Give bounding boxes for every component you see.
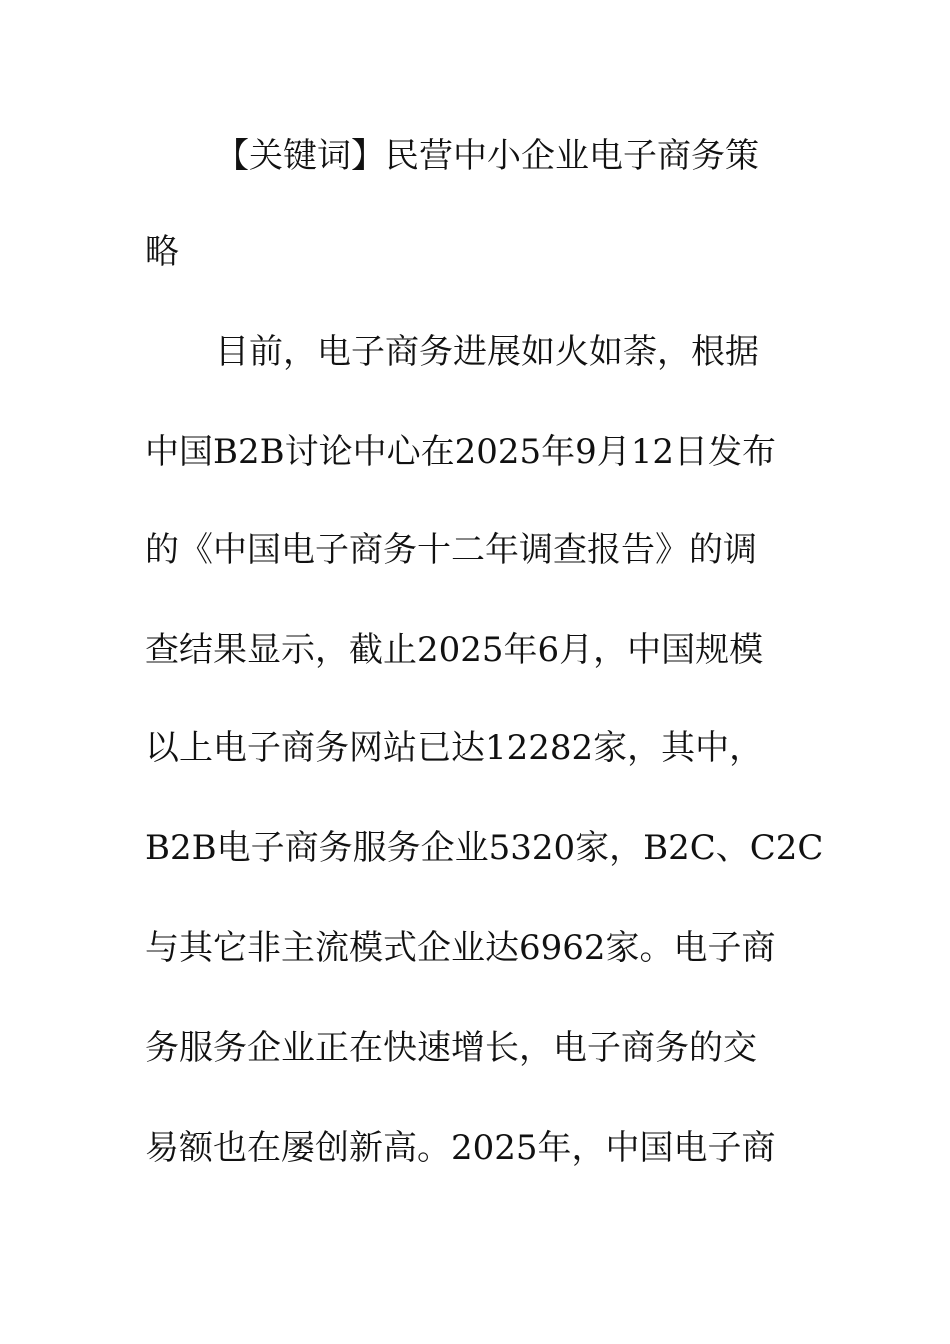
paragraph-line: B2B电子商务服务企业5320家，B2C、C2C bbox=[145, 828, 824, 868]
keywords-line: 【关键词】民营中小企业电子商务策 bbox=[215, 136, 759, 176]
paragraph-line: 以上电子商务网站已达12282家，其中， bbox=[145, 728, 764, 768]
paragraph-line: 目前，电子商务进展如火如荼，根据 bbox=[215, 332, 759, 372]
paragraph-line: 查结果显示，截止2025年6月，中国规模 bbox=[145, 630, 764, 670]
keywords-line-continued: 略 bbox=[145, 232, 179, 272]
paragraph-line: 易额也在屡创新高。2025年，中国电子商 bbox=[145, 1128, 776, 1168]
paragraph-line: 中国B2B讨论中心在2025年9月12日发布 bbox=[145, 432, 777, 472]
paragraph-line: 与其它非主流模式企业达6962家。电子商 bbox=[145, 928, 776, 968]
paragraph-line: 的《中国电子商务十二年调查报告》的调 bbox=[145, 530, 757, 570]
paragraph-line: 务服务企业正在快速增长，电子商务的交 bbox=[145, 1028, 757, 1068]
